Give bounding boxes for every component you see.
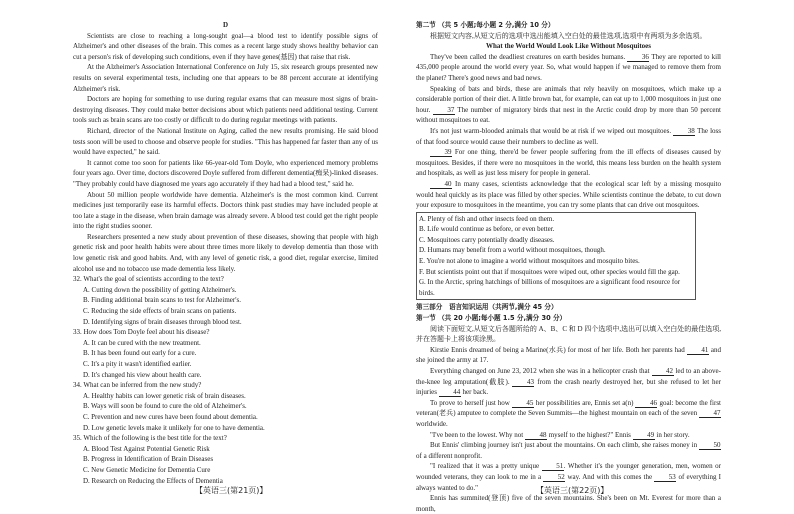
option-item: F. But scientists point out that if mosquitoes were wiped out, other species would fill the gap. [419,267,680,276]
paragraph: Kirstie Ennis dreamed of being a Marine(水兵) for most of her life. Both her parents had 41 and she joined the army at 17. [416,345,721,365]
paragraph: But Ennis' climbing journey isn't just about the mountains. On each climb, she raises money in 50 of a different nonprofit. [416,441,721,460]
paragraph: Ennis has summited(登顶) five of the seven mountains. She's been on Mt. Everest for more than a month, [416,494,721,513]
question-stem: 35. Which of the following is the best title for the text? [73,434,227,443]
paragraph: 40 In many cases, scientists acknowledge that the ecological scar left by a missing mosquito would heal quickly as its place was filled by other species. While scientists continue the debate, to cut down your exposure to mosquitoes in the meantime, you can try some plants that can drive out mosquitoes. [416,179,721,210]
answer-option: C. New Genetic Medicine for Dementia Cure [83,465,211,474]
blank-53: 53 [654,473,676,482]
paragraph: 39 For one thing, there'd be fewer people suffering from the ill effects of diseases caused by mosquitoes. Besides, if there were no mosquitoes in the world, this means less burden on the health system and hospitals, as well as just less misery for people in general. [416,148,721,178]
answer-option: B. Ways will soon be found to cure the old of Alzheimer's. [83,402,247,411]
option-item: B. Life would continue as before, or even better. [419,225,555,234]
page-footer-21: 【英语三(第21页)】 [195,486,268,495]
paragraph: Researchers presented a new study about prevention of these diseases, showing that people with high genetic risk and poor health habits were about three times more likely to develop dementia than those with low genetic risk and good habits. And, with any level of genetic risk, a good diet, regular exercise, limited alcohol use and no tobacco use made dementia less likely. [73,232,378,273]
answer-option: B. It has been found out early for a cure. [83,349,197,358]
option-item: C. Mosquitoes carry potentially deadly diseases. [419,235,555,244]
blank-42: 42 [652,367,674,376]
questions-32-35 [73,274,378,486]
blank-52: 52 [543,473,565,482]
paragraph: It cannot come too soon for patients like 66-year-old Tom Doyle, who experienced memory problems four years ago. Over time, doctors discovered Doyle suffered from different dementia(痴呆)-linked diseases. "They probably could have diagnosed me years ago accurately if they had had a blood test," said he. [73,158,378,188]
blank-51: 51 [542,462,564,471]
left-page-column [73,20,378,486]
question-stem: 34. What can be inferred from the new study? [73,381,202,390]
right-page-column [416,20,721,514]
paragraph: Richard, director of the National Institute on Aging, called the new results promising. He said blood tests soon will be used to choose and observe people for studies. "This has happened far faster than any of us would have expected," he said. [73,126,378,157]
options-box [416,212,696,301]
section2-instruction: 根据短文内容,从短文后的选项中选出能填入空白处的最佳选项,选项中有两项为多余选项。 [430,31,707,40]
blank-47: 47 [699,409,721,418]
blank-40: 40 [430,180,452,189]
paragraph: Speaking of bats and birds, these are animals that rely heavily on mosquitoes, which make up a considerable portion of their diet. A little brown bat, for example, can eat up to 1,000 mosquitoes in just one hour. 37 The number of migratory birds that nest in the Arctic could drop by more than 50 percent without mosquitoes to eat. [416,84,721,125]
answer-option: A. Blood Test Against Potential Genetic Risk [83,444,210,453]
paragraph: About 50 million people worldwide have dementia. Alzheimer's is the most common kind. Current medicines just temporarily ease its harmful effects. Doctors think past studies may have included people at too late a stage in the disease, when brain damage was already severe. A blood test could get the right people into the right studies sooner. [73,190,378,231]
blank-44: 44 [439,388,461,397]
part3-section1-heading: 第一节 （共 20 小题;每小题 1.5 分,满分 30 分） [416,314,567,323]
answer-option: B. Progress in Identification of Brain Diseases [83,455,214,464]
answer-option: C. It's a pity it wasn't identified earlier. [83,360,192,368]
passage-title: What the World Would Look Like Without Mosquitoes [486,42,651,51]
blank-36: 36 [627,53,649,62]
answer-option: C. Prevention and new cures have been found about dementia. [83,412,258,421]
blank-48: 48 [525,431,547,440]
blank-49: 49 [633,431,655,440]
blank-45: 45 [512,399,534,408]
blank-38: 38 [673,127,695,136]
option-item: E. You're not alone to imagine a world without mosquitoes and mosquito bites. [419,257,640,266]
paragraph: Everything changed on June 23, 2012 when she was in a helicopter crash that 42 led to an above-the-knee leg amputation(截肢). 43 from the crash nearly destroyed her, but she refused to let her injuries 44 her back. [416,367,721,397]
answer-option: B. Finding additional brain scans to test for Alzheimer's. [83,296,241,305]
answer-option: D. Identifying signs of brain diseases through blood test. [83,317,242,326]
paragraph: "I realized that it was a pretty unique 51. Whether it's the younger generation, men, women or wounded veterans, they can look to me in a 52 way. And with this comes the 53 of everything I always wanted to do." [416,462,721,492]
paragraph: It's not just warm-blooded animals that would be at risk if we wiped out mosquitoes. 38 The loss of that food source would cause their numbers to decline as well. [416,126,722,146]
section2-heading: 第二节 （共 5 小题;每小题 2 分,满分 10 分） [416,21,555,29]
paragraph: Doctors are hoping for something to use during regular exams that can measure most signs of brain-destroying diseases. They could make better decisions about which patients need additional testing. Current tools such as brain scans are too costly or difficult to do during regular meetings with patients. [73,95,378,125]
question-stem: 33. How does Tom Doyle feel about his disease? [73,328,210,337]
paragraph: Scientists are close to reaching a long-sought goal—a blood test to identify possible signs of Alzheimer's and other diseases of the brain. This comes as a recent large study shows healthy behavior can cut a person's risk of developing such conditions, even if they have genes(基因) that raise that risk. [73,31,378,61]
section-letter: D [222,21,229,29]
blank-37: 37 [433,106,455,115]
blank-39: 39 [430,148,452,157]
answer-option: A. It can be cured with the new treatment. [83,338,201,347]
blank-41: 41 [687,346,709,355]
seven-choose-five-passage [416,52,721,211]
option-item: D. Humans may benefit from a world without mosquitoes, though. [419,246,606,255]
blank-46: 46 [635,399,657,408]
answer-option: A. Healthy habits can lower genetic risk of brain diseases. [83,391,246,400]
question-stem: 32. What's the goal of scientists according to the text? [73,275,224,284]
part3-heading: 第三部分 语言知识运用（共两节,满分 45 分） [416,303,558,312]
blank-50: 50 [699,441,721,450]
blank-43: 43 [512,378,534,387]
paragraph: "I've been to the lowest. Why not 48 myself to the highest?" Ennis 49 in her story. [430,430,690,439]
answer-option: A. Cutting down the possibility of getting Alzheimer's. [83,285,237,294]
answer-option: C. Reducing the side effects of brain scans on patients. [83,307,237,316]
page-footer-22: 【英语三(第22页)】 [536,486,609,495]
answer-option: D. It's changed his view about health care. [83,370,202,379]
option-item: G. In the Arctic, spring hatchings of billions of mosquitoes are a significant food resource for birds. [419,278,681,297]
answer-option: D. Low genetic levels make it unlikely for one to have dementia. [83,423,265,432]
paragraph: They've been called the deadliest creatures on earth besides humans. 36 They are reported to kill 435,000 people around the world every year. So, what would happen if we managed to remove them from the planet? There's good news and bad news. [416,52,721,82]
paragraph: At the Alzheimer's Association International Conference on July 15, six research groups presented new results on several experimental tests, including one that appears to be 88 percent accurate at identifying Alzheimer's risk. [73,63,378,93]
part3-instruction: 阅读下面短文,从短文后各题所给的 A、B、C 和 D 四个选项中,选出可以填入空白处的最佳选项,并在答题卡上将该项涂黑。 [416,324,721,344]
paragraph: To prove to herself just how 45 her possibilities are, Ennis set a(n) 46 goal: become the first veteran(老兵) amputee to complete the Seven Summits—the highest mountain on each of the seven 47 worldwide. [416,398,722,428]
reading-passage-d [73,31,378,275]
option-item: A. Plenty of fish and other insects feed on them. [419,214,555,223]
answer-option: D. Research on Reducing the Effects of Dementia [83,476,223,485]
